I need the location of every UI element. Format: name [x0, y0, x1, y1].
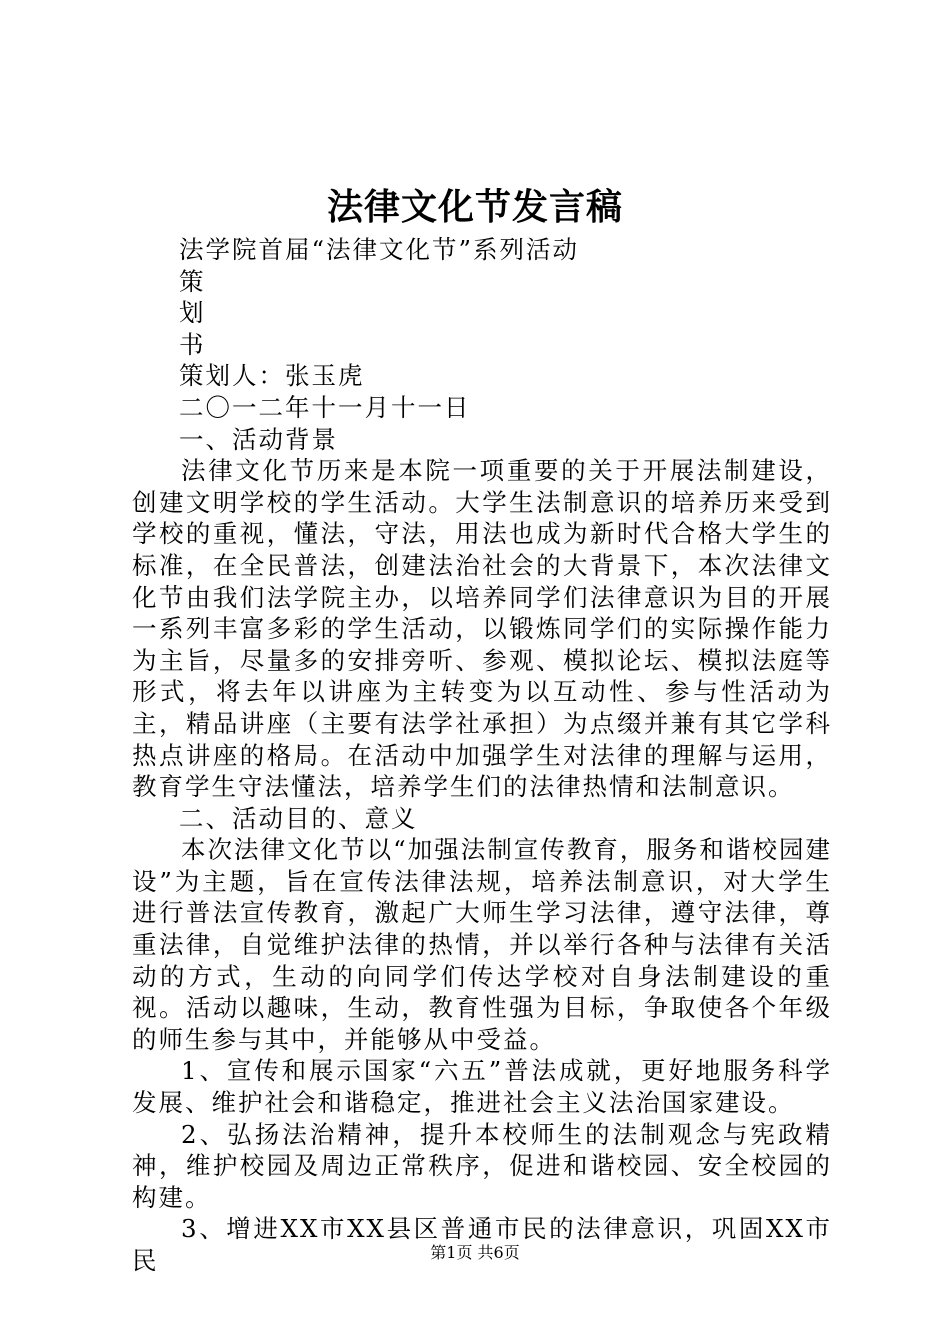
author-line: 策划人：张玉虎 — [179, 361, 365, 391]
purpose-paragraph: 本次法律文化节以“加强法制宣传教育，服务和谐校园建设”为主题，旨在宣传法律法规，培养法制意识，对大学生进行普法宣传教育，激起广大师生学习法律，遵守法律，尊重法律，自觉维护法律的热情，并以举行各种与法律有关活动的方式，生动的向同学们传达学校对自身法制建设的重视。活动以趣味，生动，教育性强为目标，争取使各个年级的师生参与其中，并能够从中受益。 — [132, 835, 832, 1054]
list-item: 2、弘扬法治精神，提升本校师生的法制观念与宪政精神，维护校园及周边正常秩序，促进和谐校园、安全校园的构建。 — [132, 1119, 832, 1212]
section-heading-purpose: 二、活动目的、意义 — [179, 803, 418, 833]
subtitle-line: 法学院首届“法律文化节”系列活动 — [179, 235, 580, 264]
vertical-char-ce: 策 — [179, 266, 206, 296]
section-heading-background: 一、活动背景 — [179, 424, 338, 454]
vertical-char-hua: 划 — [179, 298, 206, 328]
document-body — [132, 234, 832, 1277]
list-item: 1、宣传和展示国家“六五”普法成就，更好地服务科学发展、维护社会和谐稳定，推进社会主义法治国家建设。 — [132, 1056, 832, 1118]
page-number-footer: 第1页 共6页 — [430, 1243, 520, 1262]
document-title: 法律文化节发言稿 — [326, 186, 623, 228]
background-paragraph: 法律文化节历来是本院一项重要的关于开展法制建设，创建文明学校的学生活动。大学生法制意识的培养历来受到学校的重视，懂法，守法，用法也成为新时代合格大学生的标准，在全民普法，创建法治社会的大背景下，本次法律文化节由我们法学院主办，以培养同学们法律意识为目的开展一系列丰富多彩的学生活动，以锻炼同学们的实际操作能力为主旨，尽量多的安排旁听、参观、模拟论坛、模拟法庭等形式，将去年以讲座为主转变为以互动性、参与性活动为主，精品讲座（主要有法学社承担）为点缀并兼有其它学科热点讲座的格局。在活动中加强学生对法律的理解与运用，教育学生守法懂法，培养学生们的法律热情和法制意识。 — [132, 456, 832, 802]
vertical-char-shu: 书 — [179, 329, 206, 359]
list-item: 3、增进XX市XX县区普通市民的法律意识，巩固XX市民 — [132, 1214, 832, 1275]
date-line: 二〇一二年十一月十一日 — [179, 392, 471, 422]
